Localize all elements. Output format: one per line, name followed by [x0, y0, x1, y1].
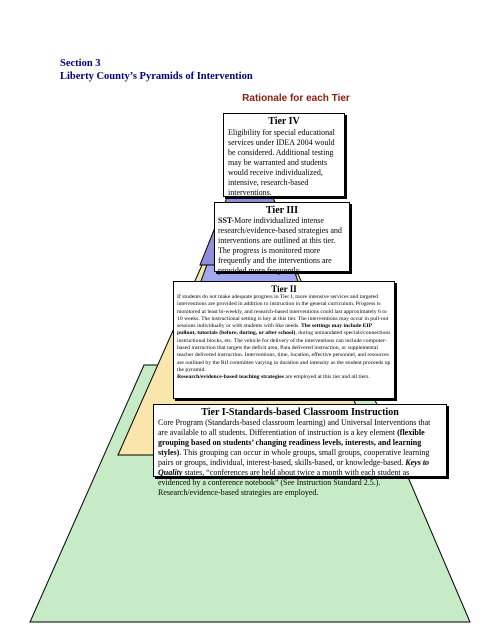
tier-1-text-b: . This grouping can occur in whole groups, small groups, cooperative learning pairs or groups, individual, interest-based, skills-based, or knowledge-based. — [158, 448, 430, 467]
tier-1-text-c: states, “conferences are held about twice a month with each student as evidenced by a conference notebook” (See Instruction Standard 2.5.). Research/evidence-based strategies are employed. — [158, 468, 410, 497]
section-number: Section 3 — [60, 58, 101, 69]
tier-3-box — [214, 202, 350, 275]
document-title: Liberty County’s Pyramids of Intervention — [60, 71, 253, 82]
rationale-label: Rationale for each Tier — [242, 93, 350, 104]
tier-2-settings: The settings may include EIP pullout, tutorials (before, during, or after school) — [177, 323, 372, 337]
tier-2-text-b: , during unmandated specials/connections instructional blocks, etc. The vehicle for delivery of the interventions can include computer-based instruction that targets the deficit area, Para delivered instruction, or supplemental teacher delivered instruction. Interventions, time, location, effective personnel, and resources are outlined by the RtI committee varying in duration and intensity as the student proceeds up the pyramid. — [177, 330, 391, 373]
tier-1-keys-to-quality: Keys to Quality — [158, 458, 430, 477]
tier-2-text-c: are employed at this tier and all tiers. — [284, 374, 370, 381]
tier-2-strategies: Research/evidence-based teaching strategies — [177, 374, 284, 381]
tier-1-title: Tier I-Standards-based Classroom Instruction — [201, 407, 399, 418]
tier-4-text: Eligibility for special educational services under IDEA 2004 would be considered. Additional testing may be warranted and students would receive individualized, intensive, research-based interventions. — [228, 128, 335, 197]
tier-4-title: Tier IV — [268, 116, 300, 127]
tier-2-text-a: If students do not make adequate progress in Tier I, more intensive services and targeted interventions are provided in addition to instruction in the general curriculum. Progress is monitored at least bi-weekly, and research-based interventions could last approximately 6 to 10 weeks. The instructional setting is key at this tier. The interventions may occur in pull-out sessions individually or with students with like needs. — [177, 294, 389, 330]
tier-1-grouping: (flexible grouping based on students’ changing readiness levels, interests, and learning styles) — [158, 428, 425, 457]
tier-2-text — [177, 294, 391, 382]
tier-2-box — [173, 281, 395, 399]
tier-2-title: Tier II — [271, 284, 297, 294]
tier-1-text — [158, 418, 442, 498]
tier-3-body: More individualized intense research/evidence-based strategies and interventions are outlined at this tier. The progress is monitored more frequently and the interventions are provided more frequently. — [218, 216, 342, 275]
tier-3-text — [218, 216, 346, 276]
tier-3-lead: SST- — [218, 216, 235, 225]
tier-1-text-a: Core Program (Standards-based classroom learning) and Universal Interventions that are available to all students. Differentiation of instruction is a key element — [158, 418, 431, 437]
tier-3-title: Tier III — [265, 205, 299, 216]
tier-1-box — [153, 404, 447, 497]
tier-4-box — [223, 113, 345, 197]
